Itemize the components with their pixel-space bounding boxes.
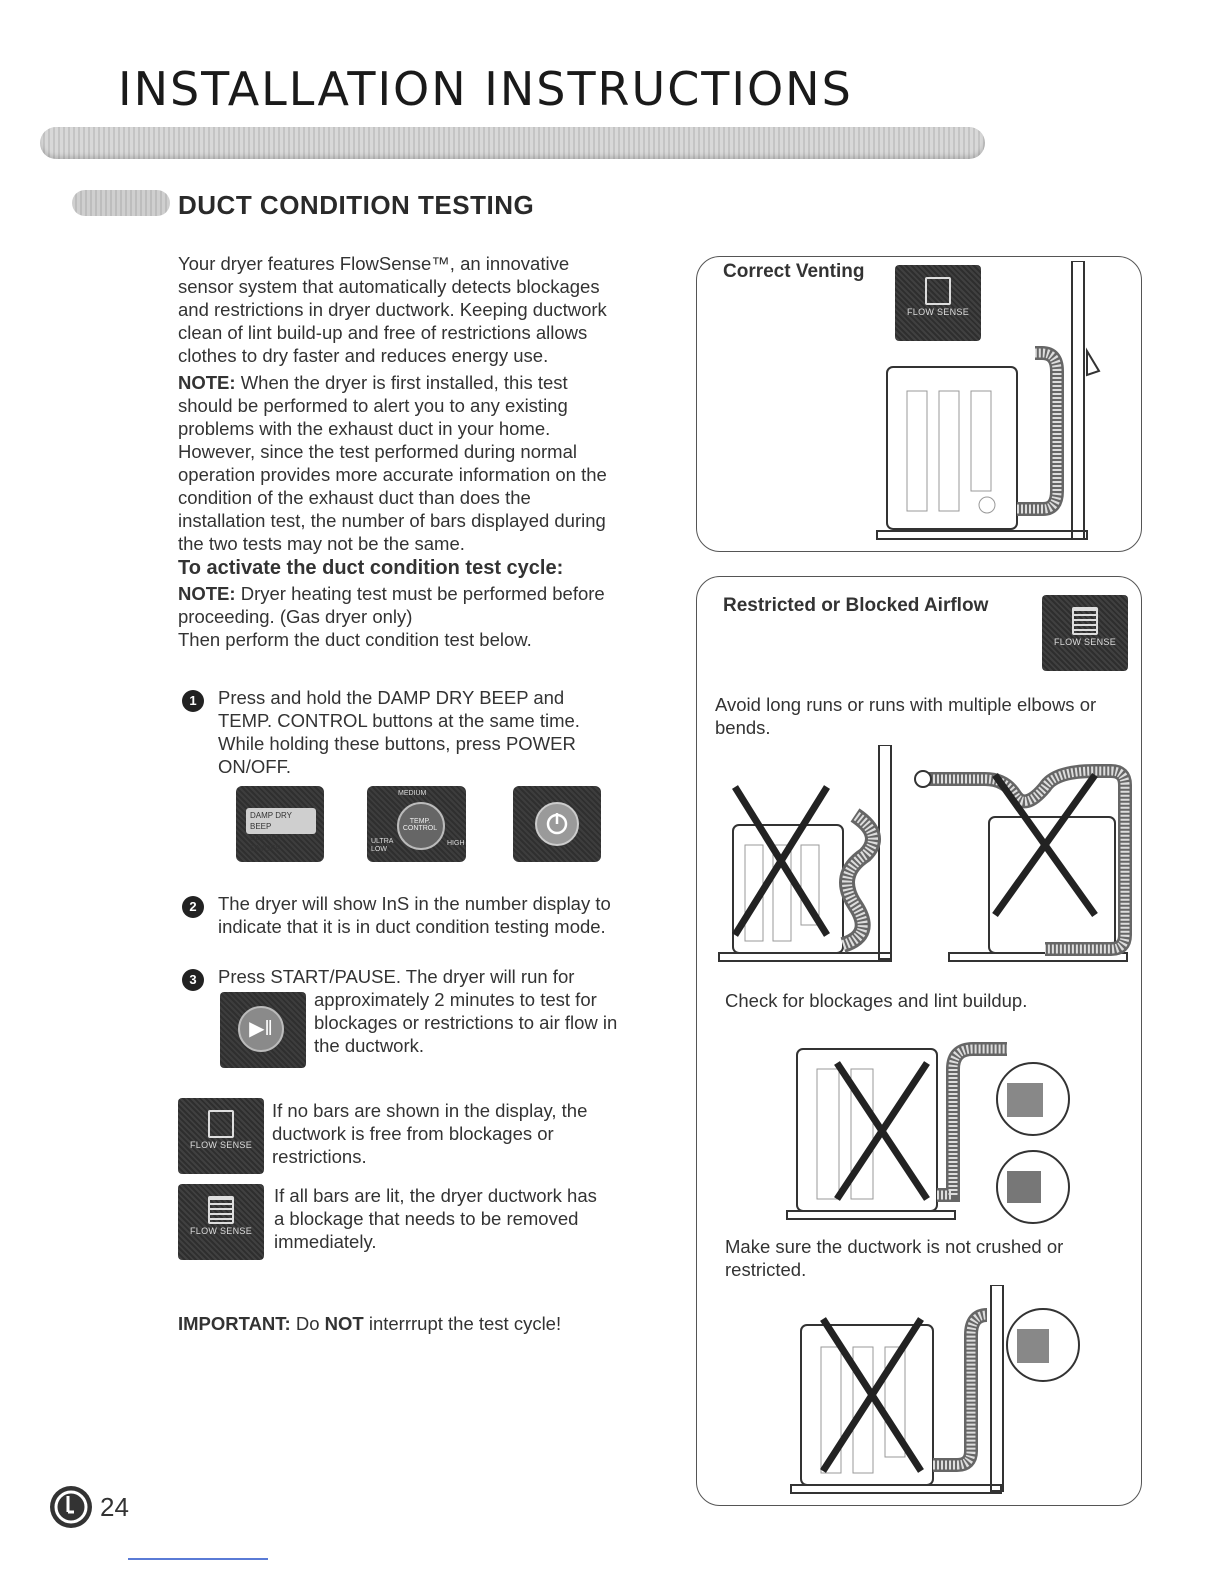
lg-logo-icon <box>50 1486 92 1528</box>
note-text: When the dryer is first installed, this test should be performed to alert you to any existing problems with the exhaust duct in your home. However, since the test performed during normal operation provides more accurate information on the condition of the exhaust duct than does the installation test, the number of bars displayed during the two tests may not be the same. <box>178 372 607 554</box>
damp-dry-beep-label: DAMP DRY BEEP <box>250 811 292 831</box>
correct-venting-title: Correct Venting <box>723 261 865 282</box>
long-runs-illustration <box>715 745 1135 967</box>
page-title: INSTALLATION INSTRUCTIONS <box>118 62 853 116</box>
temp-control-label: TEMP. CONTROL <box>402 818 438 832</box>
important-pre: Do <box>290 1313 325 1334</box>
header-band <box>40 127 985 159</box>
flow-sense-full-icon-panel <box>1042 595 1128 671</box>
then-text: Then perform the duct condition test below. <box>178 629 532 650</box>
flow-sense-label-2: FLOW SENSE <box>189 1226 252 1236</box>
caption-avoid-long-runs: Avoid long runs or runs with multiple elbows or bends. <box>715 694 1097 738</box>
restricted-airflow-title: Restricted or Blocked Airflow <box>723 595 989 616</box>
restricted-airflow-panel <box>696 576 1142 1506</box>
note2-label: NOTE: <box>178 583 236 604</box>
note-label: NOTE: <box>178 372 236 393</box>
page-number: 24 <box>100 1492 129 1522</box>
important-label: IMPORTANT: <box>178 1313 291 1334</box>
note2-text: Dryer heating test must be performed before proceeding. (Gas dryer only) <box>178 583 605 627</box>
important-post: interrrupt the test cycle! <box>363 1313 562 1334</box>
start-pause-button-image <box>220 992 306 1068</box>
step-2-number: 2 <box>182 896 204 918</box>
step-1-text: Press and hold the DAMP DRY BEEP and TEMP. CONTROL buttons at the same time. While holding these buttons, press POWER ON/OFF. <box>218 687 580 777</box>
lint-buildup-illustration <box>777 1029 1077 1229</box>
damp-dry-beep-button-image <box>236 786 324 862</box>
result-all-bars: If all bars are lit, the dryer ductwork has a blockage that needs to be removed immediately. <box>274 1185 597 1252</box>
power-icon <box>537 804 577 844</box>
flow-sense-full-icon <box>178 1184 264 1260</box>
important-not: NOT <box>324 1313 364 1334</box>
flow-sense-empty-icon <box>178 1098 264 1174</box>
step-1-number: 1 <box>182 690 204 712</box>
correct-venting-panel <box>696 256 1142 552</box>
section-title: DUCT CONDITION TESTING <box>178 190 535 220</box>
activate-heading: To activate the duct condition test cycle: <box>178 557 564 579</box>
ultra-low-label: ULTRA LOW <box>371 838 394 853</box>
flow-sense-label: FLOW SENSE <box>189 1140 252 1150</box>
crushed-duct-illustration <box>781 1285 1081 1495</box>
step-3-lead: Press START/PAUSE. The dryer will run for <box>218 966 575 987</box>
high-label: HIGH <box>447 840 465 847</box>
note2-paragraph <box>178 582 618 628</box>
flow-sense-label-panel1: FLOW SENSE <box>906 307 969 317</box>
flow-sense-label-panel2: FLOW SENSE <box>1053 637 1116 647</box>
step-3-number: 3 <box>182 969 204 991</box>
caption-not-crushed: Make sure the ductwork is not crushed or restricted. <box>725 1236 1064 1280</box>
correct-venting-illustration <box>867 261 1107 546</box>
play-pause-icon: ▶︎‖ <box>238 1006 284 1052</box>
result-no-bars: If no bars are shown in the display, the ductwork is free from blockages or restrictions. <box>272 1100 588 1167</box>
temp-control-dial-image <box>367 786 466 862</box>
left-column <box>178 252 618 651</box>
step-2-text: The dryer will show InS in the number display to indicate that it is in duct condition testing mode. <box>218 893 611 937</box>
footer-rule <box>128 1558 268 1560</box>
step-3-rest: approximately 2 minutes to test for blockages or restrictions to air flow in the ductwork. <box>314 989 618 1056</box>
intro-paragraph: Your dryer features FlowSense™, an innovative sensor system that automatically detects blockages and restrictions in dryer ductwork. Keeping ductwork clean of lint build-up and free of restrictions allows clothes to dry faster and reduces energy use. <box>178 253 607 366</box>
section-marker <box>72 190 170 216</box>
power-button-image <box>513 786 601 862</box>
caption-check-blockages: Check for blockages and lint buildup. <box>725 990 1028 1011</box>
beeper-onoff-label: BEEPER ON/OFF <box>250 833 283 853</box>
note-paragraph <box>178 371 618 555</box>
important-note <box>178 1312 618 1335</box>
medium-label: MEDIUM <box>398 790 427 797</box>
